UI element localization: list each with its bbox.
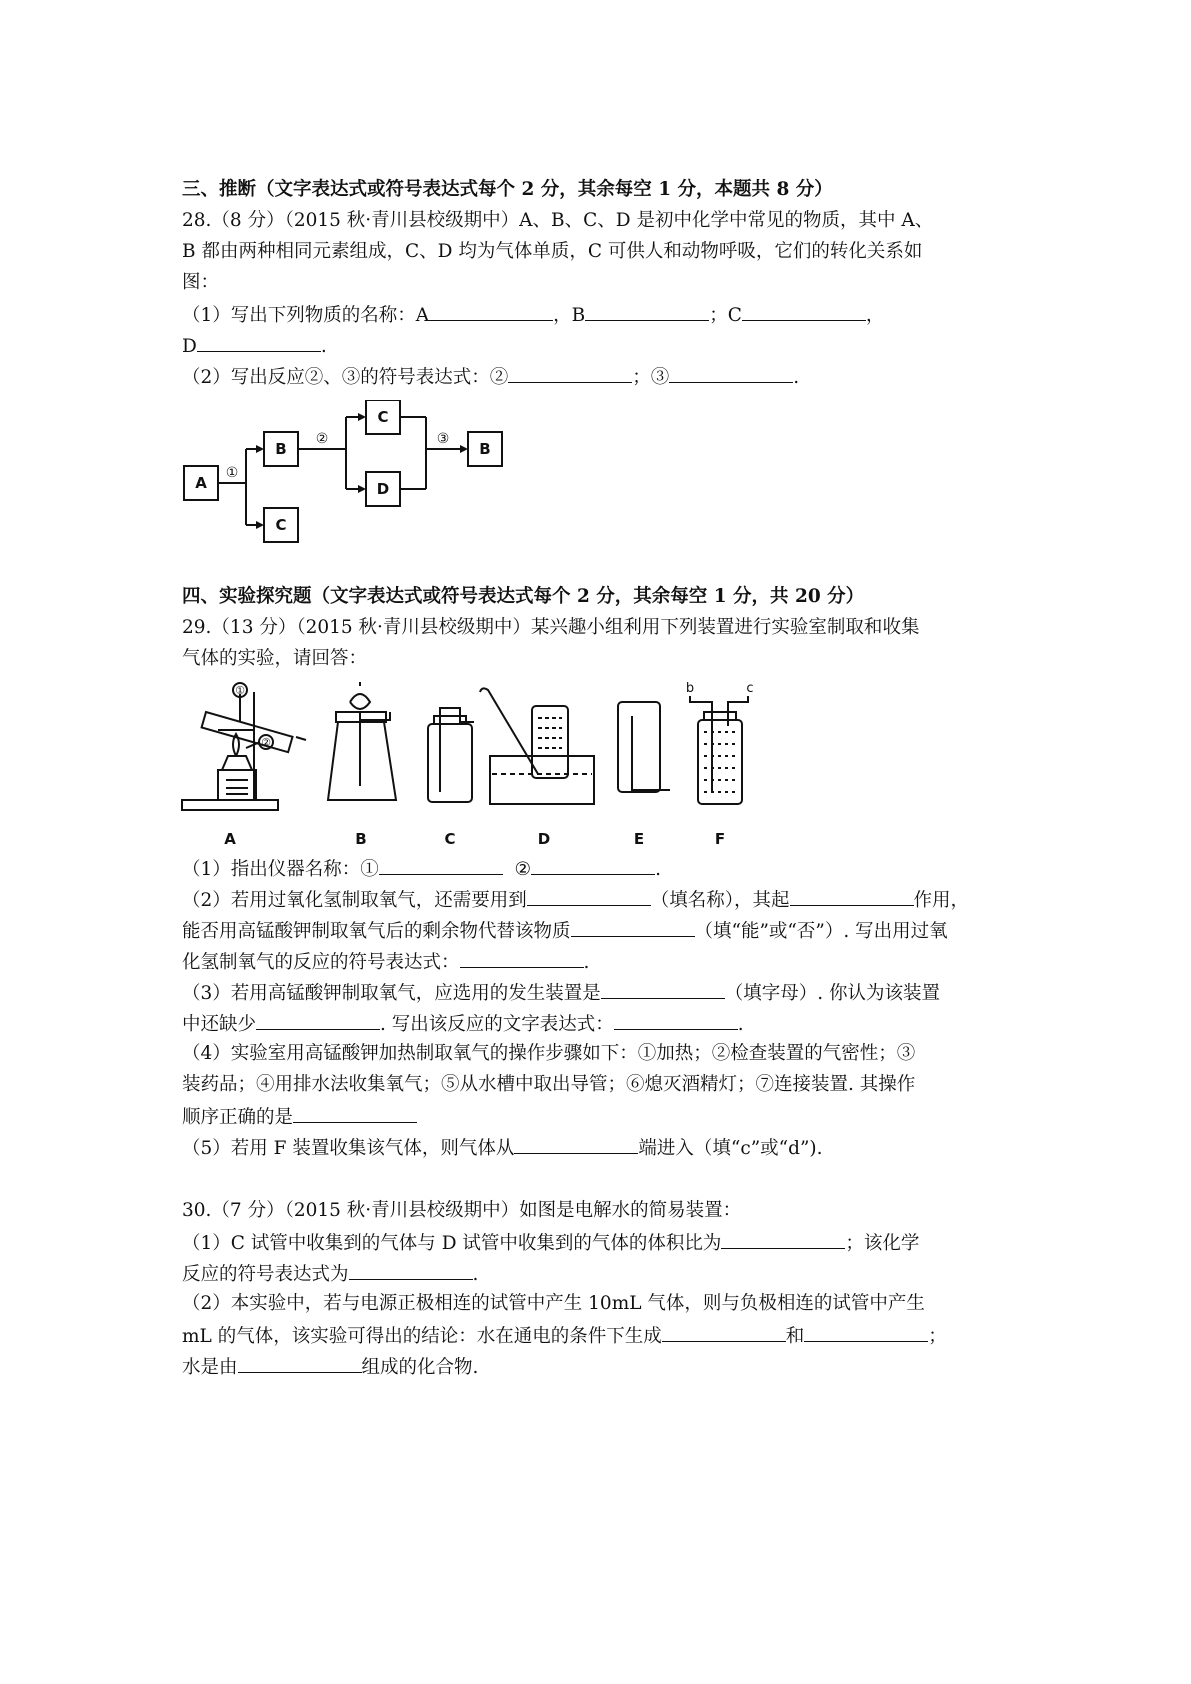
box-b2-label: B (479, 440, 491, 458)
q28-p2-b: ；③ (632, 367, 670, 388)
apparatus-a (182, 683, 306, 810)
q30-part-1-line-2 (182, 1260, 478, 1288)
q29-p2-b: （填名称），其起 (650, 890, 790, 911)
q28-p1-b: ，B (553, 305, 586, 326)
q29-p1-prompt: （1）指出仪器名称：① (182, 859, 379, 880)
q29-part-1 (182, 855, 661, 883)
port-b-label: b (685, 682, 695, 696)
q29-blank-equation-h2o2[interactable] (460, 948, 584, 968)
apparatus-f (690, 696, 748, 804)
apparatus-c (428, 708, 474, 802)
apparatus-b (328, 682, 396, 800)
q29-part-4-line-2: 装药品；④用排水法收集氧气；⑤从水槽中取出导管；⑥熄灭酒精灯；⑦连接装置. 其操作 (182, 1074, 916, 1095)
box-c1-label: C (275, 516, 287, 534)
apparatus-d (480, 688, 594, 804)
q29-p3-b: （填字母）. 你认为该装置 (724, 983, 941, 1004)
section-4-header: 四、实验探究题（文字表达式或符号表达式每个 2 分，其余每空 1 分，共 20 分） (182, 586, 865, 607)
q30-blank-product-2[interactable] (804, 1322, 928, 1342)
q30-p2-e: 水是由 (182, 1357, 238, 1378)
q29-p2-a: （2）若用过氧化氢制取氧气，还需要用到 (182, 890, 527, 911)
q28-blank-c[interactable] (742, 301, 866, 321)
q29-p2-c: 作用， (913, 890, 970, 911)
box-c2-label: C (377, 408, 389, 426)
q30-p2-f: 组成的化合物. (361, 1357, 479, 1378)
reaction-2-label: ② (315, 431, 329, 447)
q29-p4-c: 顺序正确的是 (182, 1107, 294, 1128)
apparatus-label-a: A (224, 830, 236, 848)
q29-blank-missing[interactable] (256, 1010, 380, 1030)
q29-part-3 (182, 979, 940, 1007)
apparatus-label-d: D (537, 830, 551, 848)
q29-stem-line-2: 气体的实验，请回答： (182, 648, 368, 669)
q30-p1-a: （1）C 试管中收集到的气体与 D 试管中收集到的气体的体积比为 (182, 1233, 722, 1254)
q28-p1-prompt: （1）写出下列物质的名称：A (182, 305, 430, 326)
reaction-1-label: ① (225, 465, 239, 481)
q30-stem: 30.（7 分）（2015 秋·青川县校级期中）如图是电解水的简易装置： (182, 1200, 742, 1221)
q29-part-5 (182, 1134, 823, 1162)
q29-p3-a: （3）若用高锰酸钾制取氧气，应选用的发生装置是 (182, 983, 601, 1004)
apparatus-label-f: F (714, 830, 726, 848)
apparatus-e (618, 702, 670, 792)
q29-part-4-line-3 (182, 1103, 417, 1131)
q29-part-4: （4）实验室用高锰酸钾加热制取氧气的操作步骤如下：①加热；②检查装置的气密性；③ (182, 1043, 916, 1064)
q29-p3-d: . 写出该反应的文字表达式： (380, 1014, 614, 1035)
q29-blank-word-equation[interactable] (614, 1010, 738, 1030)
port-c-label: c (746, 682, 754, 696)
q30-part-1 (182, 1229, 919, 1257)
q28-part-1 (182, 301, 884, 329)
q29-p2-g: . (583, 952, 590, 973)
q28-stem-line-1: 28.（8 分）（2015 秋·青川县校级期中）A、B、C、D 是初中化学中常见的物质，其中 A、 (182, 210, 934, 231)
q30-p2-c: 和 (785, 1326, 805, 1347)
q28-blank-d[interactable] (197, 332, 321, 352)
q28-p1-c: ；C (709, 305, 742, 326)
q28-blank-a[interactable] (429, 301, 553, 321)
q30-part-2: （2）本实验中，若与电源正极相连的试管中产生 10mL 气体，则与负极相连的试管中产生 (182, 1293, 925, 1314)
q29-part-2-line-3 (182, 948, 589, 976)
q28-part-2 (182, 363, 799, 391)
q30-part-2-line-2 (182, 1322, 947, 1350)
q29-p2-e: （填“能”或“否”）. 写出用过氧 (694, 921, 948, 942)
q29-part-3-line-2 (182, 1010, 744, 1038)
q28-conversion-diagram (178, 400, 518, 550)
instrument-mark-2: ② (261, 736, 271, 749)
q29-p2-d: 能否用高锰酸钾制取氧气后的剩余物代替该物质 (182, 921, 571, 942)
instrument-mark-1: ① (235, 684, 245, 697)
box-a-label: A (195, 474, 207, 492)
q28-p2-c: . (793, 367, 800, 388)
q30-part-2-line-3 (182, 1353, 478, 1381)
q30-blank-composition[interactable] (238, 1353, 362, 1373)
q29-blank-order[interactable] (293, 1103, 417, 1123)
q29-p2-f: 化氢制氧气的反应的符号表达式： (182, 952, 460, 973)
q29-p1-c: . (655, 859, 662, 880)
q28-blank-b[interactable] (585, 301, 709, 321)
section-3-header: 三、推断（文字表达式或符号表达式每个 2 分，其余每空 1 分，本题共 8 分） (182, 179, 833, 200)
q28-stem-line-3: 图： (182, 272, 220, 293)
q29-part-2 (182, 886, 969, 914)
q29-blank-port[interactable] (514, 1134, 638, 1154)
q28-p1-f: . (320, 336, 327, 357)
q30-p1-c: 反应的符号表达式为 (182, 1264, 349, 1285)
q28-p1-d: ， (865, 305, 885, 326)
q28-part-1-cont (182, 332, 327, 360)
apparatus-label-b: B (355, 830, 367, 848)
q29-p3-c: 中还缺少 (182, 1014, 257, 1035)
q29-p5-a: （5）若用 F 装置收集该气体，则气体从 (182, 1138, 515, 1159)
apparatus-label-e: E (633, 830, 645, 848)
q30-p1-d: . (472, 1264, 479, 1285)
q28-stem-line-2: B 都由两种相同元素组成，C、D 均为气体单质，C 可供人和动物呼吸，它们的转化关系如 (182, 241, 923, 262)
q29-p1-b: ② (514, 859, 532, 880)
q30-blank-product-1[interactable] (662, 1322, 786, 1342)
q28-p1-e: D (182, 336, 197, 357)
q28-p2-prompt: （2）写出反应②、③的符号表达式：② (182, 367, 509, 388)
q29-blank-generator[interactable] (601, 979, 725, 999)
q29-part-2-line-2 (182, 917, 948, 945)
q28-blank-r2[interactable] (508, 363, 632, 383)
q29-blank-1[interactable] (379, 855, 503, 875)
q29-blank-role[interactable] (790, 886, 914, 906)
q29-stem-line-1: 29.（13 分）（2015 秋·青川县校级期中）某兴趣小组利用下列装置进行实验室制取和收集 (182, 617, 920, 638)
q30-p2-d: ； (928, 1326, 947, 1347)
q30-blank-ratio[interactable] (721, 1229, 845, 1249)
q29-blank-yes-no[interactable] (571, 917, 695, 937)
q29-blank-catalyst[interactable] (527, 886, 651, 906)
q30-p2-b: mL 的气体，该实验可得出的结论：水在通电的条件下生成 (182, 1326, 662, 1347)
q30-p1-b: ；该化学 (845, 1233, 920, 1254)
q28-blank-r3[interactable] (669, 363, 793, 383)
q29-apparatus-figure (178, 682, 798, 850)
apparatus-label-c: C (444, 830, 456, 848)
box-d-label: D (376, 480, 390, 498)
q30-blank-equation[interactable] (349, 1260, 473, 1280)
box-b1-label: B (275, 440, 287, 458)
q29-blank-2[interactable] (531, 855, 655, 875)
q29-p5-b: 端进入（填“c”或“d”). (638, 1138, 823, 1159)
reaction-3-label: ③ (436, 431, 450, 447)
q29-p3-e: . (737, 1014, 744, 1035)
